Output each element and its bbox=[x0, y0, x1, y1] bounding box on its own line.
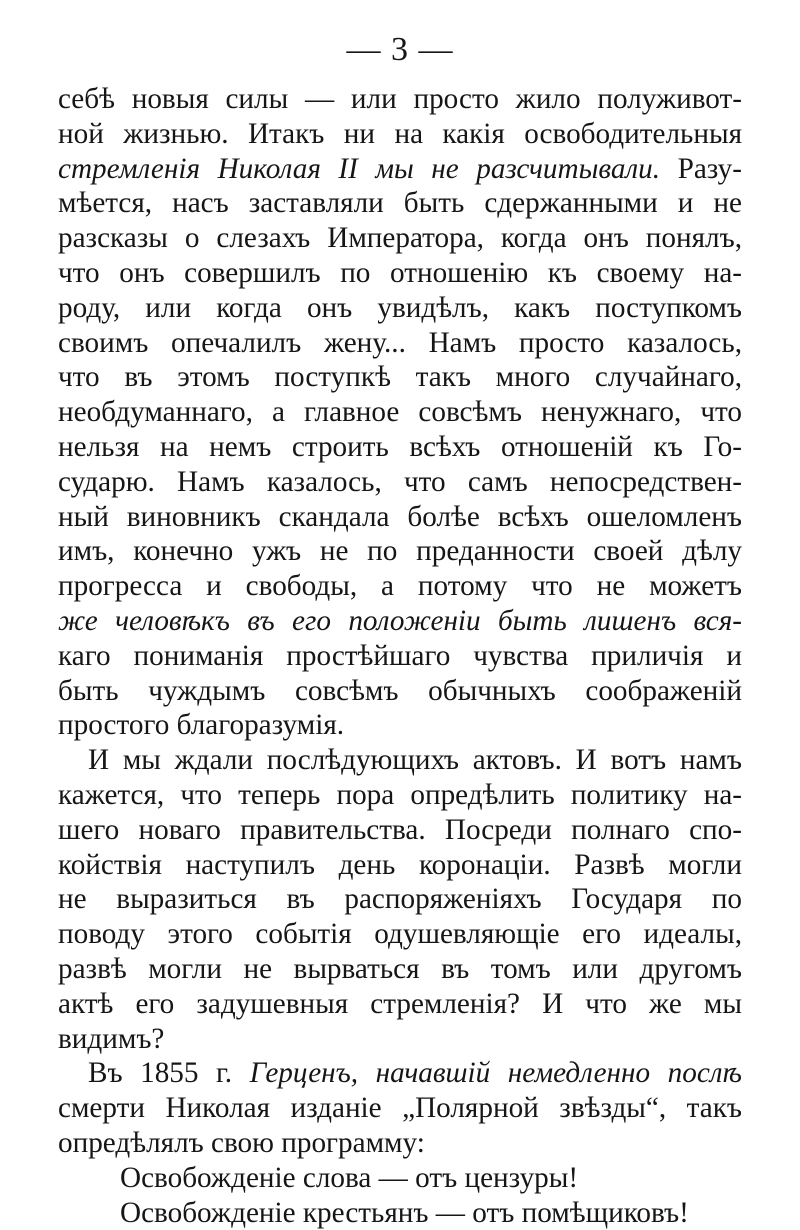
program-item: Освобожденіе крестьянъ — отъ помѣщиковъ! bbox=[58, 1196, 742, 1230]
text-line: мѣется, насъ заставляли быть сдержанными и не bbox=[58, 186, 742, 221]
text-line-mixed bbox=[58, 1056, 742, 1091]
italic-phrase: Герценъ, начавшій немедленно послѣ bbox=[250, 1057, 742, 1089]
text-line: не выразиться въ распоряженіяхъ Государя по bbox=[58, 882, 742, 917]
italic-phrase: стремленія Николая II мы не разсчитывали. bbox=[58, 153, 660, 185]
program-item: Освобожденіе слова — отъ цензуры! bbox=[58, 1161, 742, 1196]
page-number: — 3 — bbox=[58, 30, 742, 82]
text-line: смерти Николая изданіе „Полярной звѣзды“, такъ bbox=[58, 1091, 742, 1126]
body-text bbox=[58, 82, 742, 1230]
text-fragment: Разу- bbox=[660, 153, 742, 185]
text-line: койствія наступилъ день коронаціи. Развѣ могли bbox=[58, 848, 742, 883]
text-line: разсказы о слезахъ Императора, когда онъ понялъ, bbox=[58, 221, 742, 256]
text-line: актѣ его задушевныя стремленія? И что же мы bbox=[58, 987, 742, 1022]
text-line: нельзя на немъ строить всѣхъ отношеній къ Го- bbox=[58, 430, 742, 465]
text-line: сударю. Намъ казалось, что самъ непосредствен- bbox=[58, 465, 742, 500]
text-line: прогресса и свободы, а потому что не можетъ bbox=[58, 569, 742, 604]
text-line: имъ, конечно ужъ не по преданности своей дѣлу bbox=[58, 534, 742, 569]
italic-line: же человѣкъ въ его положеніи быть лишенъ вся- bbox=[58, 604, 742, 639]
paragraph-end-line: простого благоразумія. bbox=[58, 708, 742, 743]
text-line: своимъ опечалилъ жену... Намъ просто казалось, bbox=[58, 326, 742, 361]
text-line: ной жизнью. Итакъ ни на какія освободительныя bbox=[58, 117, 742, 152]
paragraph-start-line: И мы ждали послѣдующихъ актовъ. И вотъ намъ bbox=[58, 743, 742, 778]
text-line: роду, или когда онъ увидѣлъ, какъ поступкомъ bbox=[58, 291, 742, 326]
text-line: что онъ совершилъ по отношенію къ своему на- bbox=[58, 256, 742, 291]
text-line: поводу этого событія одушевляющіе его идеалы, bbox=[58, 917, 742, 952]
text-line: необдуманнаго, а главное совсѣмъ ненужнаго, что bbox=[58, 395, 742, 430]
text-fragment: Въ 1855 г. bbox=[88, 1057, 250, 1089]
text-line: себѣ новыя силы — или просто жило полуживот- bbox=[58, 82, 742, 117]
text-line: развѣ могли не вырваться въ томъ или другомъ bbox=[58, 952, 742, 987]
text-line: что въ этомъ поступкѣ такъ много случайнаго, bbox=[58, 360, 742, 395]
paragraph-end-line: опредѣлялъ свою программу: bbox=[58, 1126, 742, 1161]
text-line: быть чуждымъ совсѣмъ обычныхъ соображеній bbox=[58, 674, 742, 709]
paragraph-end-line: видимъ? bbox=[58, 1022, 742, 1057]
text-line-mixed bbox=[58, 152, 742, 187]
text-line: кажется, что теперь пора опредѣлить политику на- bbox=[58, 778, 742, 813]
text-line: шего новаго правительства. Посреди полнаго спо- bbox=[58, 813, 742, 848]
text-line: каго пониманія простѣйшаго чувства приличія и bbox=[58, 639, 742, 674]
text-line: ный виновникъ скандала болѣе всѣхъ ошеломленъ bbox=[58, 500, 742, 535]
